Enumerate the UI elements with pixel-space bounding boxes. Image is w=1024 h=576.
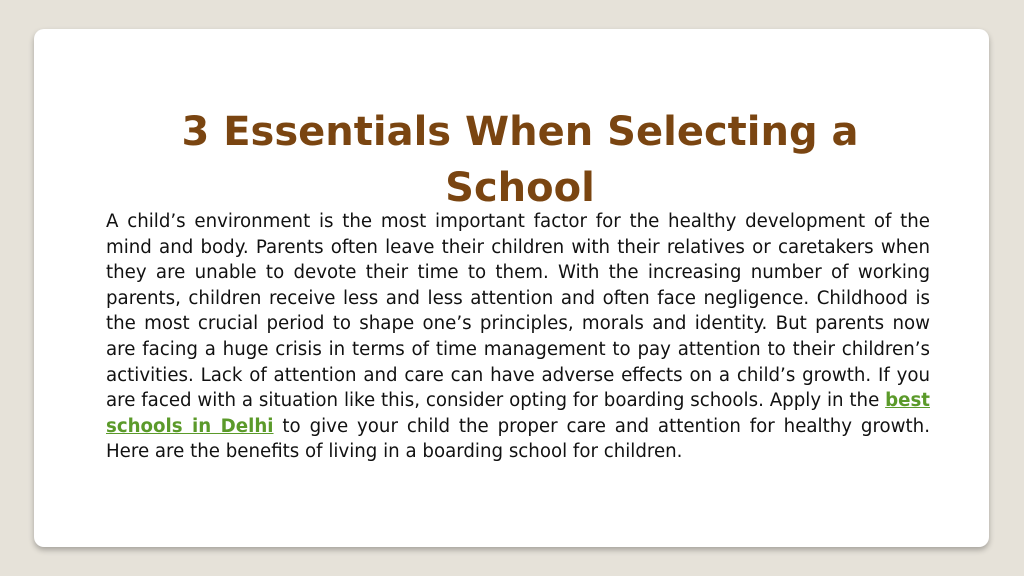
best-schools-link[interactable]: best schools in Delhi <box>106 390 930 437</box>
slide-title-line-1: 3 Essentials When Selecting a <box>181 109 859 155</box>
body-text-before-link: A child’s environment is the most important factor for the healthy development of the mind and body. Parents often leave their children with their relatives or caretakers when they are unable to devote their time to them. With the increasing number of working parents, children receive less and less attention and often face negligence. Childhood is the most crucial period to shape one’s principles, morals and identity. But parents now are facing a huge crisis in terms of time management to pay attention to their children’s activities. Lack of attention and care can have adverse effects on a child’s growth. If you are faced with a situation like this, consider opting for boarding schools. Apply in the <box>106 211 930 412</box>
body-text-after-link: to give your child the proper care and attention for healthy growth. Here are the benefits of living in a boarding school for children. <box>106 415 930 463</box>
slide-body-paragraph <box>106 209 930 465</box>
slide-title <box>70 104 970 216</box>
slide-title-line-2: School <box>445 165 595 211</box>
